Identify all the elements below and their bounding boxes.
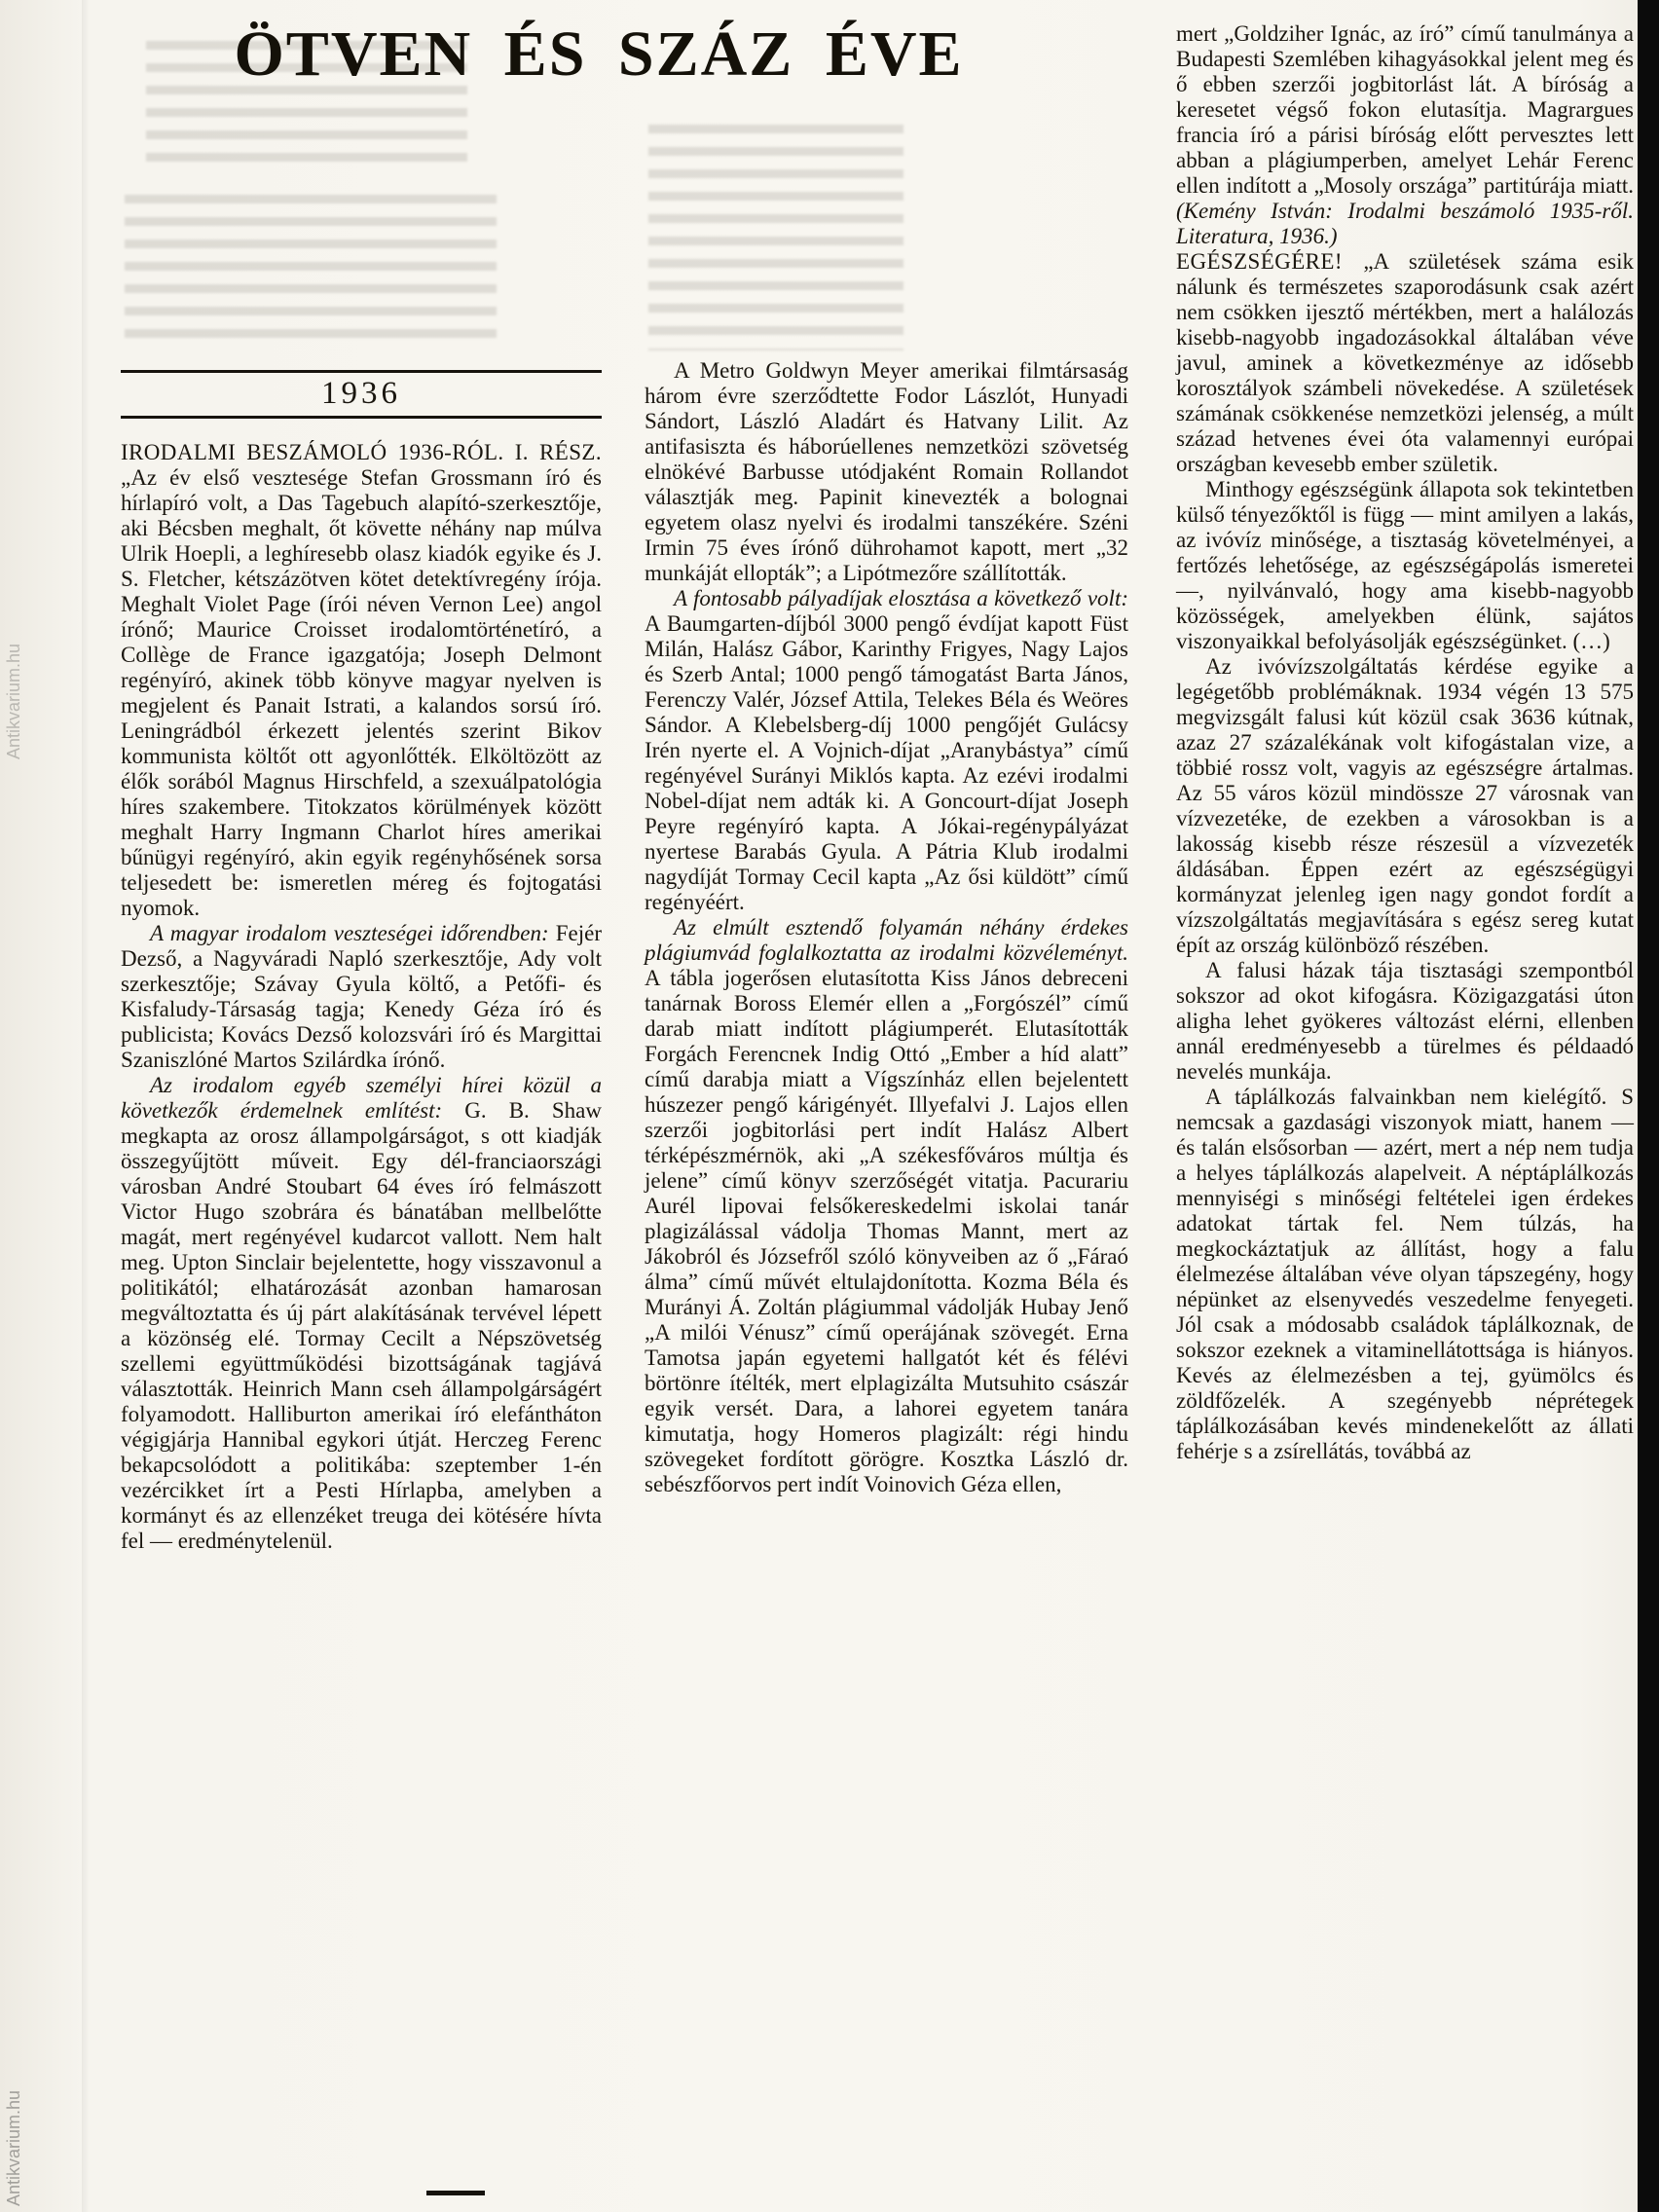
page-fold-shade (82, 0, 90, 2212)
text-column-3 (1176, 21, 1634, 1464)
paragraph-text: mert „Goldziher Ignác, az író” című tanulmánya a Budapesti Szemlében kihagyásokkal jelent meg és ő ebben szerzői jogbitorlást lát. A bíróság a keresetet végső fokon elutasítja. Magrargues francia író a párisi bíróság előtt pervesztes lett abban a plágiumperben, amelyet Lehár Ferenc ellen indított a „Mosoly országa” partitúrája miatt. (1176, 21, 1634, 198)
article-paragraph (121, 1073, 602, 1554)
paragraph-text: A Metro Goldwyn Meyer amerikai filmtársaság három évre szerződtette Fodor Lászlót, Hunyadi Sándort, László Aladárt és Hatvany Lilit. Az antifasiszta és háborúellenes nemzetközi szövetség elnökévé Barbusse utódjaként Romain Rollandot választják meg. Papinit kinevezték a bolognai egyetem olasz nyelvi és irodalmi tanszékére. Széni Irmin 75 éves írónő dührohamot kapott, mert „32 munkáját ellopták”; a Lipótmezőre szállították. (645, 358, 1128, 585)
paragraph-text: A Baumgarten-díjból 3000 pengő évdíjat kapott Füst Milán, Halász Gábor, Karinthy Frigyes, Nagy Lajos és Szerb Antal; 1000 pengő támogatást Barta János, Ferenczy Valér, József Attila, Telekes Béla és Weöres Sándor. A Klebelsberg-díj 1000 pengőjét Gulácsy Irén nyerte el. A Vojnich-díjat „Aranybástya” című regényével Surányi Miklós kapta. Az ezévi irodalmi Nobel-díjat nem adták ki. A Goncourt-díjat Joseph Peyre regényíró kapta. A Jókai-regénypályázat nyertese Barabás Gyula. A Pátria Klub irodalmi nagydíját Tormay Cecil kapta „Az ősi küldött” című regényéért. (645, 611, 1128, 914)
bleedthrough-text-ghost (125, 195, 497, 343)
paragraph-text: Az ivóvízszolgáltatás kérdése egyike a legégetőbb problémáknak. 1934 végén 13 575 megvizsgált falusi kút közül csak 3636 kútnak, azaz 27 százalékának volt kifogástalan vize, a többié rossz volt, vagyis az egészségre ártalmas. Az 55 város közül mindössze 27 városnak van vízvezetéke, de ezekben a városokban is a lakosság kisebb része részesül a vízvezeték áldásában. Éppen ezért az egészségügyi kormányzat jelenleg igen nagy gondot fordít a vízszolgáltatás megjavítására s egész sereg kutat épít az ország különböző részében. (1176, 654, 1634, 957)
citation-text: (Kemény István: Irodalmi beszámoló 1935-ről. Literatura, 1936.) (1176, 199, 1634, 248)
article-paragraph (645, 358, 1128, 586)
paragraph-lead: Az elmúlt esztendő folyamán néhány érdekes plágiumvád foglalkoztatta az irodalmi közvéleményt. (645, 915, 1128, 965)
horizontal-rule (121, 416, 602, 419)
paragraph-lead: EGÉSZSÉGÉRE! (1176, 249, 1364, 274)
paragraph-text: G. B. Shaw megkapta az orosz állampolgárságot, s ott kiadják összegyűjtött műveit. Egy dél-franciaországi városban André Stoubart 64 éves író felmászott Victor Hugo szobrára és bánatában mellbelőtte magát, mert regényével kudarcot vallott. Nem halt meg. Upton Sinclair bejelentette, hogy visszavonul a politikától; elhatározását azonban hamarosan megváltoztatta és új párt alakításának tervével lépett a közönség elé. Tormay Cecilt a Népszövetség szellemi együttműködési bizottságának tagjává választották. Heinrich Mann cseh állampolgárságért folyamodott. Halliburton amerikai író elefántháton végigjárja Hannibal egykori útját. Herczeg Ferenc bekapcsolódott a politikába: szeptember 1-én vezércikket írt a Pesti Hírlapba, amelyben a kormányt és az ellenzéket treuga dei kötésére hívta fel — eredménytelenül. (121, 1098, 602, 1553)
article-paragraph (121, 921, 602, 1073)
paragraph-lead: Az irodalom egyéb személyi hírei közül a következők érdemelnek említést: (121, 1073, 602, 1123)
article-paragraph (645, 915, 1128, 1497)
paragraph-text: A falusi házak tája tisztasági szempontból sokszor ad okot kifogásra. Közigazgatási úton aligha lehet gyökeres változást elérni, ellenben annál eredményesebb a türelmes és példaadó nevelés munkája. (1176, 958, 1634, 1084)
paragraph-text: Fejér Dezső, a Nagyváradi Napló szerkesztője, Ady volt szerkesztője; Szávay Gyula költő, a Petőfi- és Kisfaludy-Társaság tagja; Kenedy Géza író és publicista; Kovács Dezső kolozsvári író és Margittai Szaniszlóné Martos Szilárdka írónő. (121, 921, 602, 1072)
article-paragraph (1176, 1085, 1634, 1464)
article-paragraph (1176, 477, 1634, 654)
article-paragraph (121, 440, 602, 921)
paragraph-lead: A magyar irodalom veszteségei időrendben: (150, 921, 556, 945)
watermark-antikvarium: Antikvarium.hu (4, 2089, 23, 2206)
article-paragraph (645, 586, 1128, 915)
text-column-2 (645, 358, 1128, 1497)
paragraph-text: Minthogy egészségünk állapota sok tekintetben külső tényezőktől is függ — mint amilyen a lakás, az ivóvíz minősége, a tisztaság követelményei, a fertőzés lehetősége, az egészségápolás ismeretei —, nyilvánvaló, hogy ama kisebb-nagyobb közösségek, amelyekben élünk, sajátos viszonyaikkal befolyásolják egészségünket. (…) (1176, 477, 1634, 653)
scan-edge-bar (1638, 0, 1659, 2212)
paragraph-text: A táplálkozás falvainkban nem kielégítő. S nemcsak a gazdasági viszonyok miatt, hanem — és talán elsősorban — azért, mert a nép nem tudja a helyes táplálkozás alapelveit. A néptáplálkozás mennyiségi s minőségi feltételei igen érdekes adatokat tártak fel. Nem túlzás, ha megkockáztatjuk az állítást, hogy a falu élelmezése általában véve olyan tápszegény, hogy népünket az elsenyvedés veszedelme fenyegeti. Jól csak a módosabb családok táplálkoznak, de sokszor ezeknek a vitaminellátottsága is hiányos. Kevés az élelmezésben a tej, gyümölcs és zöldfőzelék. A szegényebb néprétegek táplálkozásában kevés mindenekelőtt az állati fehérje s a zsírellátás, továbbá az (1176, 1085, 1634, 1463)
watermark-antikvarium: Antikvarium.hu (4, 643, 23, 759)
paragraph-text: „Az év első vesztesége Stefan Grossmann író és hírlapíró volt, a Das Tagebuch alapító-szerkesztője, aki Bécsben meghalt, őt követte néhány nap múlva Ulrik Hoepli, a leghíresebb olasz kiadók egyike és J. S. Fletcher, kétszázötven kötet detektívregény írója. Meghalt Violet Page (írói néven Vernon Lee) angol írónő; Maurice Croisset irodalomtörténetíró, a Collège de France igazgatója; Joseph Delmont regényíró, akinek több könyve magyar nyelven is megjelent és Panait Istrati, a kalandos sorsú író. Leningrádból érkezett jelentés szerint Bikov kommunista költőt ott agyonlőtték. Elköltözött az élők sorából Magnus Hirschfeld, a szexuálpatológia híres szakembere. Titokzatos körülmények között meghalt Harry Ingmann Charlot híres amerikai bűnügyi regényíró, akin egyik regényhősének sorsa teljesedett be: ismeretlen méreg és fojtogatási nyomok. (121, 465, 602, 920)
paragraph-text: A tábla jogerősen elutasította Kiss János debreceni tanárnak Boross Elemér ellen a „Forgószél” című darab miatt indított plágiumperét. Elutasították Forgách Ferencnek Indig Ottó „Ember a híd alatt” című darabja miatt a Vígszínház ellen bejelentett húszezer pengő kárigényét. Illyefalvi J. Lajos ellen szerzői jogbitorlási pert indít Halász Albert térképészmérnök, aki „A székesfőváros múltja és jelene” című könyv szerzőségét vitatja. Pacurariu Aurél lipovai felsőkereskedelmi iskolai tanár plagizálással vádolja Thomas Mannt, mert az Jákobról és Józsefről szóló könyveiben az ő „Fáraó álma” című művét eltulajdonította. Kozma Béla és Murányi Á. Zoltán plágiummal vádolják Hubay Jenő „A milói Vénusz” című operájának szövegét. Erna Tamotsa japán egyetemi hallgatót két és félévi börtönre ítélték, mert elplagizálta Mutsuhito császár egyik versét. Dara, a lahorei egyetem tanára kimutatja, hogy Homeros plagizált: régi hindu szövegeket fordított görögre. Kosztka László dr. sebészfőorvos pert indít Voinovich Géza ellen, (645, 966, 1128, 1496)
text-column-1 (121, 370, 602, 1554)
page-title: ÖTVEN ÉS SZÁZ ÉVE (234, 18, 964, 90)
scan-artifact-mark (426, 2191, 485, 2195)
paragraph-lead: IRODALMI BESZÁMOLÓ 1936-RÓL. I. RÉSZ. (121, 440, 602, 464)
section-year-header (121, 370, 602, 419)
article-paragraph (1176, 654, 1634, 958)
paragraph-text: „A születések száma esik nálunk és természetes szaporodásunk csak azért nem csökken ijesztő mértékben, mert a halálozás kisebb-nagyobb ingadozásokkal általában véve javul, aminek a következménye az idősebb korosztályok számbeli növekedése. A születések számának csökkenése nemzetközi jelenség, a múlt század hetvenes évei óta valamennyi európai országban kevesebb ember születik. (1176, 249, 1634, 476)
article-paragraph (1176, 958, 1634, 1085)
article-paragraph (1176, 249, 1634, 477)
section-year: 1936 (321, 376, 401, 411)
paragraph-lead: A fontosabb pályadíjak elosztása a következő volt: (674, 586, 1128, 610)
article-paragraph (1176, 21, 1634, 249)
bleedthrough-text-ghost (648, 125, 903, 350)
